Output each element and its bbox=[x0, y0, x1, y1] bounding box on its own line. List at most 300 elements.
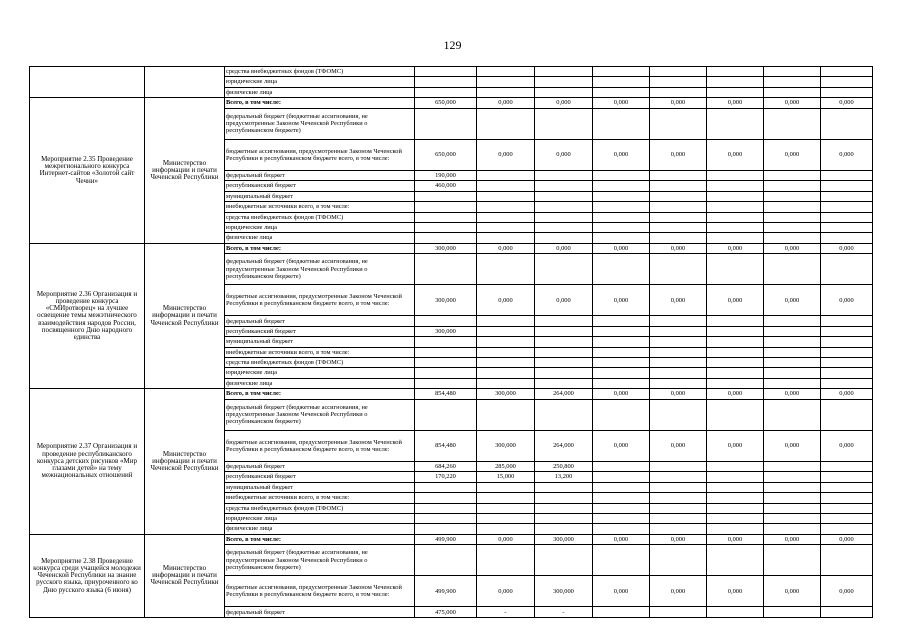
budget-value-cell bbox=[477, 399, 535, 430]
budget-value-cell bbox=[764, 108, 821, 139]
budget-value-cell bbox=[764, 503, 821, 513]
table-row bbox=[30, 534, 873, 544]
budget-value-cell bbox=[535, 347, 593, 357]
budget-value-cell: 0,000 bbox=[764, 139, 821, 170]
budget-value-cell bbox=[535, 337, 593, 347]
budget-value-cell bbox=[764, 170, 821, 180]
budget-value-cell bbox=[821, 347, 873, 357]
budget-value-cell bbox=[650, 212, 707, 222]
budget-value-cell bbox=[477, 212, 535, 222]
budget-value-cell bbox=[764, 67, 821, 77]
budget-value-cell: 475,000 bbox=[415, 607, 477, 617]
budget-value-cell bbox=[415, 545, 477, 576]
budget-value-cell bbox=[650, 545, 707, 576]
budget-value-cell bbox=[821, 358, 873, 368]
budget-value-cell bbox=[707, 399, 764, 430]
funding-source-label: Всего, в том числе: bbox=[225, 534, 415, 544]
budget-value-cell bbox=[764, 358, 821, 368]
budget-value-cell bbox=[593, 399, 650, 430]
budget-value-cell bbox=[477, 67, 535, 77]
budget-value-cell bbox=[593, 337, 650, 347]
budget-value-cell: 0,000 bbox=[707, 98, 764, 108]
budget-value-cell: 0,000 bbox=[821, 98, 873, 108]
budget-value-cell bbox=[535, 233, 593, 243]
budget-value-cell: 300,000 bbox=[477, 389, 535, 399]
budget-value-cell bbox=[764, 607, 821, 617]
funding-source-label: юридические лица bbox=[225, 222, 415, 232]
budget-value-cell bbox=[477, 358, 535, 368]
funding-source-label: физические лица bbox=[225, 87, 415, 97]
budget-value-cell bbox=[477, 493, 535, 503]
budget-value-cell: 0,000 bbox=[593, 243, 650, 253]
budget-value-cell bbox=[650, 233, 707, 243]
responsible-ministry-cell: Министерство информации и печати Чеченской Республики bbox=[145, 389, 225, 535]
budget-value-cell bbox=[535, 503, 593, 513]
budget-value-cell bbox=[477, 254, 535, 285]
budget-value-cell bbox=[415, 482, 477, 492]
budget-value-cell bbox=[707, 503, 764, 513]
budget-value-cell bbox=[821, 368, 873, 378]
budget-value-cell bbox=[477, 170, 535, 180]
funding-source-label: бюджетные ассигнования, предусмотренные Законом Чеченской Республики в республиканском бюджете всего, в том числе: bbox=[225, 430, 415, 461]
funding-source-label: федеральный бюджет (бюджетные ассигнования, не предусмотренные Законом Чеченской Республики о республиканском бюджете) bbox=[225, 254, 415, 285]
budget-value-cell bbox=[707, 316, 764, 326]
funding-source-label: средства внебюджетных фондов (ТФОМС) bbox=[225, 503, 415, 513]
budget-value-cell bbox=[415, 202, 477, 212]
budget-value-cell: 0,000 bbox=[535, 98, 593, 108]
budget-value-cell: 0,000 bbox=[650, 243, 707, 253]
table-row bbox=[30, 389, 873, 399]
budget-value-cell bbox=[593, 191, 650, 201]
budget-value-cell bbox=[764, 222, 821, 232]
budget-value-cell bbox=[593, 326, 650, 336]
budget-value-cell bbox=[821, 316, 873, 326]
responsible-ministry-cell: Министерство информации и печати Чеченской Республики bbox=[145, 243, 225, 389]
budget-value-cell: 0,000 bbox=[821, 139, 873, 170]
budget-value-cell: 0,000 bbox=[650, 389, 707, 399]
budget-value-cell: - bbox=[535, 607, 593, 617]
budget-value-cell: 0,000 bbox=[477, 98, 535, 108]
budget-value-cell bbox=[650, 368, 707, 378]
budget-value-cell bbox=[764, 545, 821, 576]
budget-value-cell: 854,480 bbox=[415, 430, 477, 461]
budget-value-cell bbox=[650, 503, 707, 513]
budget-value-cell: 0,000 bbox=[477, 285, 535, 316]
budget-value-cell bbox=[593, 316, 650, 326]
budget-value-cell bbox=[707, 545, 764, 576]
budget-value-cell bbox=[821, 254, 873, 285]
budget-value-cell bbox=[535, 170, 593, 180]
budget-value-cell: 264,000 bbox=[535, 430, 593, 461]
budget-value-cell bbox=[707, 337, 764, 347]
budget-value-cell bbox=[415, 524, 477, 534]
budget-value-cell: 0,000 bbox=[650, 285, 707, 316]
budget-value-cell bbox=[535, 482, 593, 492]
budget-value-cell bbox=[707, 212, 764, 222]
budget-value-cell bbox=[650, 316, 707, 326]
budget-value-cell bbox=[764, 233, 821, 243]
budget-value-cell bbox=[593, 77, 650, 87]
budget-value-cell bbox=[535, 77, 593, 87]
funding-source-label: бюджетные ассигнования, предусмотренные Законом Чеченской Республики в республиканском бюджете всего, в том числе: bbox=[225, 576, 415, 607]
budget-value-cell bbox=[764, 77, 821, 87]
page-number: 129 bbox=[443, 38, 462, 52]
continued-ministry-cell bbox=[145, 67, 225, 98]
budget-value-cell bbox=[477, 503, 535, 513]
budget-value-cell bbox=[535, 108, 593, 139]
budget-value-cell bbox=[477, 378, 535, 388]
budget-value-cell bbox=[593, 513, 650, 523]
budget-value-cell: 250,800 bbox=[535, 461, 593, 471]
budget-value-cell: 0,000 bbox=[650, 98, 707, 108]
budget-value-cell bbox=[707, 358, 764, 368]
budget-value-cell bbox=[415, 399, 477, 430]
budget-value-cell bbox=[821, 212, 873, 222]
budget-value-cell bbox=[650, 170, 707, 180]
budget-value-cell bbox=[764, 337, 821, 347]
budget-value-cell: 0,000 bbox=[650, 534, 707, 544]
budget-value-cell bbox=[593, 170, 650, 180]
funding-source-label: федеральный бюджет bbox=[225, 316, 415, 326]
budget-value-cell: 0,000 bbox=[764, 430, 821, 461]
budget-value-cell bbox=[821, 482, 873, 492]
budget-value-cell bbox=[477, 202, 535, 212]
budget-value-cell bbox=[415, 378, 477, 388]
budget-value-cell: 0,000 bbox=[707, 285, 764, 316]
budget-value-cell bbox=[535, 212, 593, 222]
budget-value-cell bbox=[477, 87, 535, 97]
funding-source-label: внебюджетные источники всего, в том числе: bbox=[225, 202, 415, 212]
budget-value-cell bbox=[650, 181, 707, 191]
budget-value-cell: 300,000 bbox=[415, 243, 477, 253]
budget-value-cell bbox=[415, 87, 477, 97]
budget-value-cell bbox=[707, 254, 764, 285]
budget-value-cell bbox=[535, 254, 593, 285]
budget-value-cell bbox=[477, 524, 535, 534]
budget-value-cell: 0,000 bbox=[650, 430, 707, 461]
budget-value-cell bbox=[535, 524, 593, 534]
budget-value-cell bbox=[650, 67, 707, 77]
budget-value-cell bbox=[415, 233, 477, 243]
budget-value-cell: 684,260 bbox=[415, 461, 477, 471]
budget-value-cell: 0,000 bbox=[593, 389, 650, 399]
budget-value-cell bbox=[415, 212, 477, 222]
funding-source-label: бюджетные ассигнования, предусмотренные Законом Чеченской Республики в республиканском бюджете всего, в том числе: bbox=[225, 285, 415, 316]
budget-value-cell bbox=[593, 347, 650, 357]
budget-value-cell bbox=[764, 87, 821, 97]
budget-value-cell bbox=[650, 399, 707, 430]
budget-value-cell bbox=[535, 191, 593, 201]
budget-value-cell bbox=[707, 108, 764, 139]
budget-value-cell bbox=[707, 513, 764, 523]
budget-value-cell: 0,000 bbox=[593, 285, 650, 316]
budget-value-cell: 170,220 bbox=[415, 472, 477, 482]
budget-value-cell: 0,000 bbox=[477, 243, 535, 253]
funding-source-label: юридические лица bbox=[225, 77, 415, 87]
budget-value-cell: 300,000 bbox=[535, 576, 593, 607]
table-row bbox=[30, 67, 873, 77]
event-title-cell: Мероприятие 2.35 Проведение межрегионального конкурса Интернет-сайтов «Золотой сайт Чечни» bbox=[30, 98, 145, 244]
funding-source-label: федеральный бюджет (бюджетные ассигнования, не предусмотренные Законом Чеченской Республики о республиканском бюджете) bbox=[225, 399, 415, 430]
budget-value-cell bbox=[764, 461, 821, 471]
responsible-ministry-cell: Министерство информации и печати Чеченской Республики bbox=[145, 534, 225, 617]
budget-value-cell bbox=[821, 378, 873, 388]
budget-value-cell bbox=[415, 316, 477, 326]
budget-value-cell bbox=[415, 347, 477, 357]
funding-source-label: физические лица bbox=[225, 524, 415, 534]
budget-value-cell bbox=[650, 202, 707, 212]
budget-value-cell: 650,000 bbox=[415, 139, 477, 170]
budget-value-cell bbox=[707, 347, 764, 357]
budget-value-cell: 0,000 bbox=[535, 243, 593, 253]
budget-value-cell bbox=[764, 378, 821, 388]
budget-value-cell bbox=[707, 191, 764, 201]
budget-value-cell bbox=[535, 316, 593, 326]
budget-value-cell: 0,000 bbox=[593, 534, 650, 544]
budget-value-cell bbox=[477, 482, 535, 492]
budget-value-cell bbox=[535, 378, 593, 388]
budget-value-cell: 0,000 bbox=[764, 243, 821, 253]
budget-value-cell bbox=[593, 482, 650, 492]
funding-source-label: федеральный бюджет bbox=[225, 461, 415, 471]
budget-value-cell bbox=[821, 493, 873, 503]
budget-value-cell bbox=[535, 326, 593, 336]
budget-value-cell: 0,000 bbox=[821, 576, 873, 607]
budget-value-cell bbox=[477, 513, 535, 523]
budget-table bbox=[29, 66, 873, 618]
budget-value-cell bbox=[593, 607, 650, 617]
budget-value-cell bbox=[477, 233, 535, 243]
budget-value-cell: 0,000 bbox=[707, 139, 764, 170]
budget-value-cell bbox=[764, 399, 821, 430]
budget-value-cell bbox=[707, 202, 764, 212]
budget-value-cell: 300,000 bbox=[415, 326, 477, 336]
funding-source-label: Всего, в том числе: bbox=[225, 389, 415, 399]
budget-value-cell bbox=[477, 337, 535, 347]
budget-value-cell bbox=[415, 77, 477, 87]
budget-value-cell bbox=[650, 378, 707, 388]
budget-value-cell bbox=[593, 358, 650, 368]
budget-value-cell: 0,000 bbox=[821, 430, 873, 461]
budget-value-cell bbox=[707, 472, 764, 482]
budget-value-cell bbox=[821, 191, 873, 201]
responsible-ministry-cell: Министерство информации и печати Чеченской Республики bbox=[145, 98, 225, 244]
funding-source-label: федеральный бюджет bbox=[225, 607, 415, 617]
budget-value-cell bbox=[650, 337, 707, 347]
budget-value-cell: 0,000 bbox=[535, 139, 593, 170]
budget-value-cell: 0,000 bbox=[593, 576, 650, 607]
funding-source-label: Всего, в том числе: bbox=[225, 98, 415, 108]
funding-source-label: муниципальный бюджет bbox=[225, 337, 415, 347]
budget-value-cell bbox=[821, 472, 873, 482]
budget-value-cell bbox=[415, 222, 477, 232]
budget-value-cell bbox=[593, 493, 650, 503]
budget-value-cell bbox=[650, 87, 707, 97]
budget-value-cell bbox=[593, 233, 650, 243]
budget-value-cell bbox=[415, 191, 477, 201]
budget-value-cell: 0,000 bbox=[764, 98, 821, 108]
budget-value-cell: 0,000 bbox=[650, 139, 707, 170]
budget-value-cell: 0,000 bbox=[650, 576, 707, 607]
funding-source-label: внебюджетные источники всего, в том числе: bbox=[225, 493, 415, 503]
funding-source-label: физические лица bbox=[225, 378, 415, 388]
budget-value-cell bbox=[821, 181, 873, 191]
budget-value-cell bbox=[650, 472, 707, 482]
budget-value-cell bbox=[821, 87, 873, 97]
budget-value-cell: 0,000 bbox=[593, 139, 650, 170]
funding-source-label: юридические лица bbox=[225, 513, 415, 523]
budget-value-cell: 0,000 bbox=[707, 576, 764, 607]
funding-source-label: средства внебюджетных фондов (ТФОМС) bbox=[225, 67, 415, 77]
budget-value-cell: - bbox=[477, 607, 535, 617]
budget-value-cell: 0,000 bbox=[764, 389, 821, 399]
budget-value-cell bbox=[593, 368, 650, 378]
budget-value-cell bbox=[821, 67, 873, 77]
budget-value-cell bbox=[821, 108, 873, 139]
budget-value-cell: 650,000 bbox=[415, 98, 477, 108]
budget-value-cell: 13,200 bbox=[535, 472, 593, 482]
budget-value-cell: 0,000 bbox=[821, 389, 873, 399]
budget-value-cell: 854,480 bbox=[415, 389, 477, 399]
budget-value-cell bbox=[707, 170, 764, 180]
budget-value-cell bbox=[593, 378, 650, 388]
budget-value-cell: 0,000 bbox=[593, 98, 650, 108]
funding-source-label: юридические лица bbox=[225, 368, 415, 378]
budget-value-cell: 0,000 bbox=[764, 534, 821, 544]
budget-value-cell bbox=[650, 108, 707, 139]
budget-value-cell bbox=[764, 493, 821, 503]
budget-value-cell bbox=[650, 347, 707, 357]
budget-value-cell bbox=[650, 222, 707, 232]
table-row bbox=[30, 243, 873, 253]
budget-value-cell bbox=[477, 545, 535, 576]
budget-value-cell bbox=[764, 326, 821, 336]
budget-value-cell bbox=[650, 482, 707, 492]
funding-source-label: республиканский бюджет bbox=[225, 181, 415, 191]
budget-value-cell bbox=[650, 358, 707, 368]
budget-value-cell bbox=[593, 545, 650, 576]
budget-value-cell bbox=[477, 326, 535, 336]
funding-source-label: средства внебюджетных фондов (ТФОМС) bbox=[225, 212, 415, 222]
budget-value-cell bbox=[764, 472, 821, 482]
budget-value-cell bbox=[707, 493, 764, 503]
funding-source-label: бюджетные ассигнования, предусмотренные Законом Чеченской Республики в республиканском бюджете всего, в том числе: bbox=[225, 139, 415, 170]
budget-value-cell bbox=[650, 461, 707, 471]
event-title-cell: Мероприятие 2.36 Организация и проведение конкурса «СМИротворец» на лучшее освещение темы межэтнического взаимодействия народов России, посвященного Дню народного единства bbox=[30, 243, 145, 389]
budget-value-cell bbox=[535, 202, 593, 212]
budget-value-cell bbox=[707, 181, 764, 191]
budget-value-cell bbox=[477, 108, 535, 139]
budget-value-cell bbox=[593, 202, 650, 212]
budget-value-cell bbox=[821, 545, 873, 576]
funding-source-label: муниципальный бюджет bbox=[225, 191, 415, 201]
budget-value-cell bbox=[650, 326, 707, 336]
budget-value-cell: 15,000 bbox=[477, 472, 535, 482]
budget-value-cell: 499,900 bbox=[415, 534, 477, 544]
budget-value-cell bbox=[821, 222, 873, 232]
budget-value-cell bbox=[707, 77, 764, 87]
funding-source-label: федеральный бюджет (бюджетные ассигнования, не предусмотренные Законом Чеченской Республики о республиканском бюджете) bbox=[225, 108, 415, 139]
funding-source-label: федеральный бюджет (бюджетные ассигнования, не предусмотренные Законом Чеченской Республики о республиканском бюджете) bbox=[225, 545, 415, 576]
budget-value-cell bbox=[707, 233, 764, 243]
budget-value-cell bbox=[415, 67, 477, 77]
budget-value-cell: 264,000 bbox=[535, 389, 593, 399]
budget-value-cell: 190,000 bbox=[415, 170, 477, 180]
budget-value-cell bbox=[821, 524, 873, 534]
budget-value-cell bbox=[415, 254, 477, 285]
table-row bbox=[30, 98, 873, 108]
budget-value-cell bbox=[415, 368, 477, 378]
budget-value-cell bbox=[764, 181, 821, 191]
budget-value-cell: 0,000 bbox=[707, 389, 764, 399]
budget-value-cell bbox=[415, 337, 477, 347]
budget-value-cell: 0,000 bbox=[707, 430, 764, 461]
budget-value-cell bbox=[821, 337, 873, 347]
budget-value-cell bbox=[707, 461, 764, 471]
budget-value-cell bbox=[415, 358, 477, 368]
budget-value-cell: 0,000 bbox=[707, 534, 764, 544]
budget-value-cell bbox=[415, 108, 477, 139]
budget-value-cell bbox=[593, 472, 650, 482]
budget-value-cell bbox=[764, 254, 821, 285]
budget-value-cell: 300,000 bbox=[477, 430, 535, 461]
budget-value-cell bbox=[477, 191, 535, 201]
budget-value-cell bbox=[707, 607, 764, 617]
budget-value-cell bbox=[764, 202, 821, 212]
budget-value-cell bbox=[650, 254, 707, 285]
budget-value-cell bbox=[477, 181, 535, 191]
budget-value-cell bbox=[593, 212, 650, 222]
budget-value-cell bbox=[764, 513, 821, 523]
budget-value-cell bbox=[593, 181, 650, 191]
budget-value-cell bbox=[593, 503, 650, 513]
budget-value-cell: 499,900 bbox=[415, 576, 477, 607]
budget-value-cell bbox=[593, 461, 650, 471]
budget-value-cell: 0,000 bbox=[707, 243, 764, 253]
budget-value-cell: 460,000 bbox=[415, 181, 477, 191]
budget-value-cell bbox=[707, 524, 764, 534]
budget-value-cell bbox=[535, 67, 593, 77]
budget-value-cell bbox=[707, 378, 764, 388]
budget-value-cell bbox=[477, 77, 535, 87]
budget-value-cell bbox=[650, 513, 707, 523]
budget-value-cell: 0,000 bbox=[821, 285, 873, 316]
budget-value-cell: 0,000 bbox=[477, 534, 535, 544]
budget-value-cell bbox=[707, 87, 764, 97]
budget-value-cell bbox=[415, 493, 477, 503]
budget-value-cell bbox=[535, 368, 593, 378]
funding-source-label: физические лица bbox=[225, 233, 415, 243]
budget-value-cell: 0,000 bbox=[477, 139, 535, 170]
budget-value-cell bbox=[593, 222, 650, 232]
budget-value-cell bbox=[821, 77, 873, 87]
budget-value-cell bbox=[477, 222, 535, 232]
budget-value-cell bbox=[415, 513, 477, 523]
budget-value-cell: 300,000 bbox=[415, 285, 477, 316]
budget-value-cell bbox=[593, 108, 650, 139]
budget-value-cell bbox=[764, 482, 821, 492]
budget-value-cell bbox=[821, 513, 873, 523]
budget-value-cell bbox=[821, 233, 873, 243]
budget-value-cell: 0,000 bbox=[593, 430, 650, 461]
budget-value-cell bbox=[650, 493, 707, 503]
funding-source-label: муниципальный бюджет bbox=[225, 482, 415, 492]
budget-value-cell: 0,000 bbox=[821, 243, 873, 253]
budget-value-cell bbox=[535, 87, 593, 97]
budget-value-cell bbox=[764, 347, 821, 357]
budget-value-cell bbox=[821, 503, 873, 513]
budget-value-cell bbox=[821, 202, 873, 212]
